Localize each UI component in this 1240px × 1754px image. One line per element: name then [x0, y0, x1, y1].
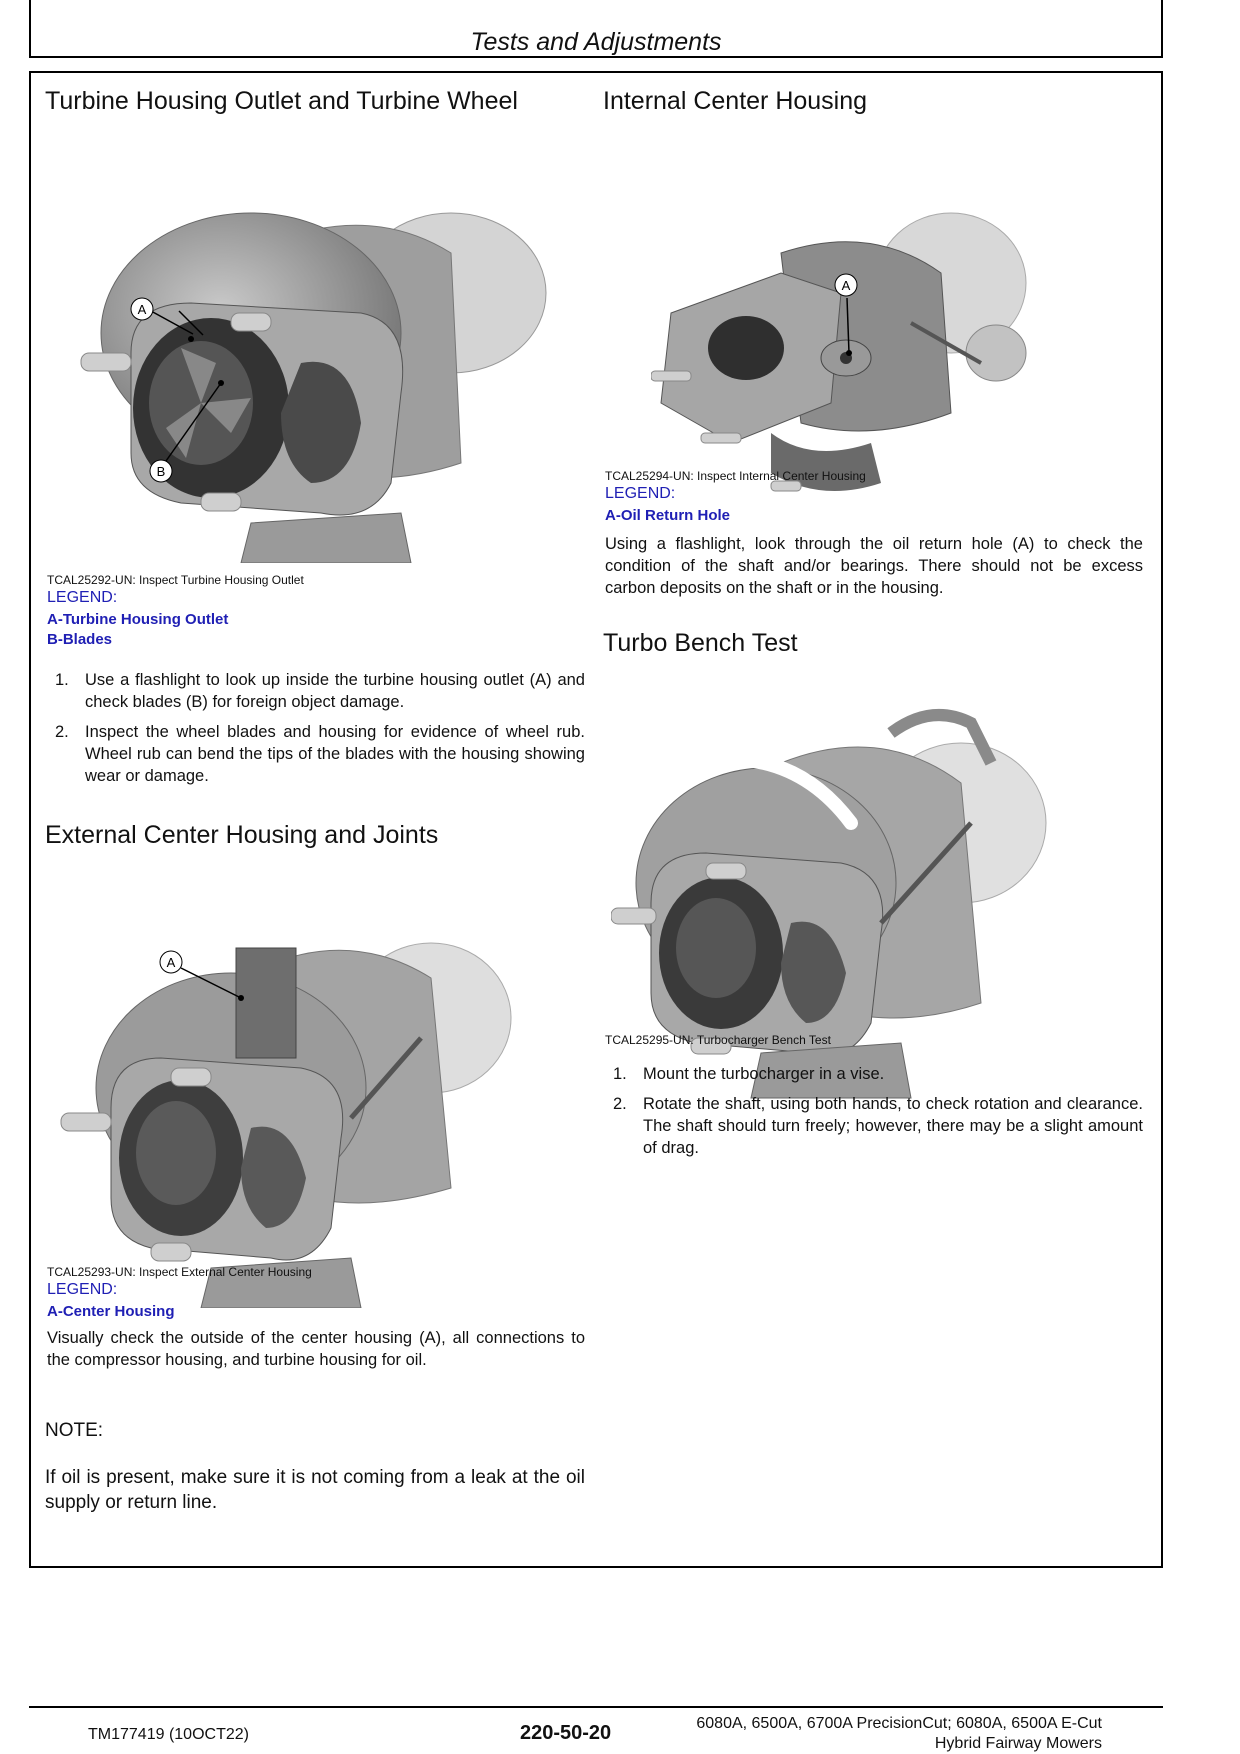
note-label: NOTE: [45, 1420, 104, 1441]
callout-a-label: A [166, 955, 176, 970]
legend-title: LEGEND: [47, 589, 118, 606]
internal-center-housing-figure [651, 163, 1081, 513]
page-header [29, 0, 1163, 58]
list-item: 1. Use a flashlight to look up inside the turbine housing outlet (A) and check blades (B) for foreign object damage. [55, 671, 585, 711]
section-title-turbine-outlet: Turbine Housing Outlet and Turbine Wheel [45, 87, 518, 115]
legend-title: LEGEND: [47, 1281, 118, 1298]
external-center-housing-figure [51, 888, 531, 1308]
external-center-housing-paragraph: Visually check the outside of the center housing (A), all connections to the compressor housing, and turbine housing for oil. [47, 1329, 585, 1369]
footer-page-number: 220-50-20 [520, 1722, 612, 1744]
footer-doc-id: TM177419 (10OCT22) [88, 1726, 249, 1743]
note-text: If oil is present, make sure it is not coming from a leak at the oil supply or return line. [45, 1467, 585, 1513]
section-title-external-center-housing: External Center Housing and Joints [45, 821, 439, 849]
section-title-turbo-bench-test: Turbo Bench Test [603, 629, 798, 657]
list-item: 1. Mount the turbocharger in a vise. [613, 1065, 885, 1083]
footer-rule [29, 1706, 1163, 1708]
legend-item-center-housing: A-Center Housing [47, 1303, 175, 1320]
legend-item-turbine-housing-outlet: A-Turbine Housing Outlet [47, 611, 229, 628]
footer-models-line2: Hybrid Fairway Mowers [934, 1735, 1102, 1752]
legend-item-blades: B-Blades [47, 631, 113, 648]
turbine-outlet-steps [45, 669, 585, 795]
turbo-bench-test-steps [603, 1063, 1143, 1167]
figure-caption-external-center-housing: TCAL25293-UN: Inspect External Center Housing [47, 1265, 312, 1279]
legend-title: LEGEND: [605, 485, 676, 502]
figure-caption-turbine-outlet: TCAL25292-UN: Inspect Turbine Housing Outlet [47, 573, 304, 587]
footer-models-line1: 6080A, 6500A, 6700A PrecisionCut; 6080A, 6500A E-Cut [696, 1715, 1102, 1732]
legend-item-oil-return-hole: A-Oil Return Hole [605, 507, 731, 524]
content-frame [29, 71, 1163, 1568]
figure-caption-turbo-bench-test: TCAL25295-UN: Turbocharger Bench Test [605, 1033, 831, 1047]
figure-caption-internal-center-housing: TCAL25294-UN: Inspect Internal Center Housing [605, 469, 866, 483]
header-title: Tests and Adjustments [470, 28, 722, 56]
footer-models [640, 1714, 1102, 1754]
internal-center-housing-paragraph: Using a flashlight, look through the oil return hole (A) to check the condition of the shaft and/or bearings. There should not be excess carbon deposits on the shaft or in the housing. [605, 535, 1143, 597]
callout-a-label: A [841, 278, 851, 293]
list-item: 2. Inspect the wheel blades and housing for evidence of wheel rub. Wheel rub can bend the tips of the blades with the housing showing wear or damage. [55, 723, 585, 785]
callout-a-label: A [137, 302, 147, 317]
turbine-outlet-figure [71, 163, 571, 563]
list-item: 2. Rotate the shaft, using both hands, to check rotation and clearance. The shaft should turn freely; however, there may be a slight amount of drag. [613, 1095, 1143, 1157]
callout-b-label: B [156, 464, 166, 479]
section-title-internal-center-housing: Internal Center Housing [603, 87, 868, 115]
